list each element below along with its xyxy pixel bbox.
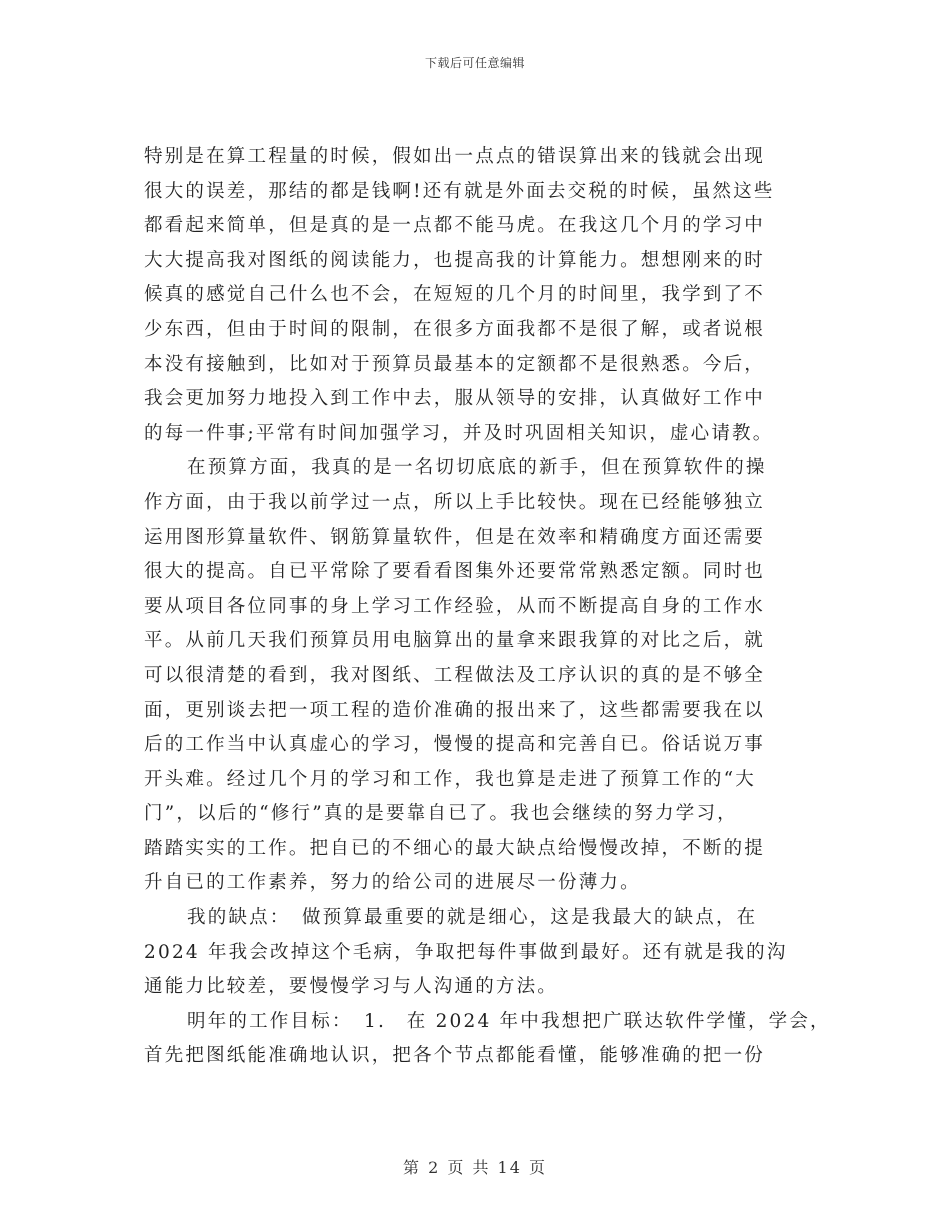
text-line: 在预算方面，我真的是一名切切底底的新手，但在预算软件的操 <box>187 457 767 479</box>
text-line: 门”，以后的“修行”真的是要靠自已了。我也会继续的努力学习， <box>144 803 738 825</box>
text-line: 作方面，由于我以前学过一点，所以上手比较快。现在已经能够独立 <box>144 491 766 513</box>
page-number: 第 2 页 共 14 页 <box>403 1158 547 1177</box>
text-line: 面，更别谈去把一项工程的造价准确的报出来了，这些都需要我在以 <box>144 699 766 721</box>
text-line: 2024 年我会改掉这个毛病，争取把每件事做到最好。还有就是我的沟 <box>144 941 788 963</box>
text-line: 都看起来简单，但是真的是一点都不能马虎。在我这几个月的学习中 <box>144 215 766 237</box>
text-line: 少东西，但由于时间的限制，在很多方面我都不是很了解，或者说根 <box>144 318 766 340</box>
text-line: 大大提高我对图纸的阅读能力，也提高我的计算能力。想想刚来的时 <box>144 249 766 271</box>
text-line: 开头难。经过几个月的学习和工作，我也算是走进了预算工作的“大 <box>144 768 756 790</box>
text-line: 我会更加努力地投入到工作中去，服从领导的安排，认真做好工作中 <box>144 388 766 410</box>
page-header-note: 下载后可任意编辑 <box>424 56 525 70</box>
text-line: 的每一件事;平常有时间加强学习，并及时巩固相关知识，虚心请教。 <box>144 422 774 444</box>
paragraph <box>144 140 806 451</box>
text-line: 本没有接触到，比如对于预算员最基本的定额都不是很熟悉。今后， <box>144 353 766 375</box>
document-body <box>144 140 831 1074</box>
text-line: 可以很清楚的看到，我对图纸、工程做法及工序认识的真的是不够全 <box>144 664 766 686</box>
text-line: 升自已的工作素养，努力的给公司的进展尽一份薄力。 <box>144 872 641 894</box>
text-line: 首先把图纸能准确地认识，把各个节点都能看懂，能够准确的把一份 <box>144 1045 766 1067</box>
paragraph <box>144 451 806 901</box>
text-line: 明年的工作目标： 1. 在 2024 年中我想把广联达软件学懂，学会， <box>187 1010 831 1032</box>
text-line: 平。从前几天我们预算员用电脑算出的量拿来跟我算的对比之后，就 <box>144 630 766 652</box>
text-line: 后的工作当中认真虚心的学习，慢慢的提高和完善自已。俗话说万事 <box>144 734 766 756</box>
text-line: 通能力比较差，要慢慢学习与人沟通的方法。 <box>144 976 559 998</box>
text-line: 很大的误差，那结的都是钱啊!还有就是外面去交税的时候，虽然这些 <box>144 180 775 202</box>
text-line: 我的缺点： 做预算最重要的就是细心，这是我最大的缺点，在 <box>187 907 758 929</box>
text-line: 特别是在算工程量的时候，假如出一点点的错误算出来的钱就会出现 <box>144 146 766 167</box>
paragraph <box>144 901 806 1005</box>
text-line: 运用图形算量软件、钢筋算量软件，但是在效率和精确度方面还需要 <box>144 526 766 548</box>
text-line: 候真的感觉自己什么也不会，在短短的几个月的时间里，我学到了不 <box>144 284 766 306</box>
text-line: 要从项目各位同事的身上学习工作经验，从而不断提高自身的工作水 <box>144 595 766 617</box>
text-line: 踏踏实实的工作。把自已的不细心的最大缺点给慢慢改掉，不断的提 <box>144 837 766 859</box>
text-line: 很大的提高。自已平常除了要看看图集外还要常常熟悉定额。同时也 <box>144 561 766 583</box>
paragraph <box>144 1005 831 1074</box>
